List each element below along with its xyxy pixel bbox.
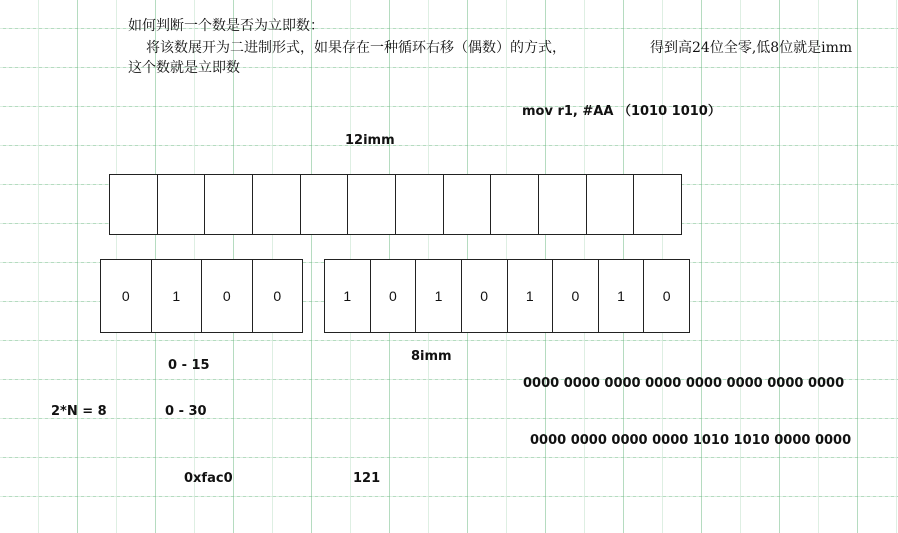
imm8-bit-cell-6: 1 xyxy=(599,260,645,332)
imm8-bit-cell-3: 0 xyxy=(462,260,508,332)
imm8-bit-cell-0: 1 xyxy=(325,260,371,332)
label-8imm: 8imm xyxy=(411,349,452,364)
imm8-field-row xyxy=(324,259,690,333)
imm8-bit-cell-5: 0 xyxy=(553,260,599,332)
imm12-cell-5 xyxy=(348,175,396,234)
imm12-cell-7 xyxy=(444,175,492,234)
imm12-cell-3 xyxy=(253,175,301,234)
imm12-field-row xyxy=(109,174,682,235)
number-value: 121 xyxy=(353,471,381,486)
imm12-cell-1 xyxy=(158,175,206,234)
hex-value: 0xfac0 xyxy=(184,471,233,486)
note-line-1: 如何判断一个数是否为立即数： xyxy=(128,18,324,34)
rotate-bit-cell-2: 0 xyxy=(202,260,253,332)
rotate-bit-cell-3: 0 xyxy=(273,288,282,304)
imm8-bit-cell-2: 1 xyxy=(416,260,462,332)
imm8-bit-cell-7: 0 xyxy=(662,288,671,304)
binary-value-1: 0000 0000 0000 0000 0000 0000 0000 0000 xyxy=(523,376,845,391)
binary-value-2: 0000 0000 0000 0000 1010 1010 0000 0000 xyxy=(530,433,852,448)
note-line-2-suffix: 得到高24位全零,低8位就是imm xyxy=(650,40,853,56)
instruction-text: mov r1, #AA （1010 1010） xyxy=(522,104,721,119)
imm12-cell-2 xyxy=(205,175,253,234)
imm8-bit-cell-4: 1 xyxy=(508,260,554,332)
rotate-bit-cell-0: 0 xyxy=(101,260,152,332)
imm12-cell-10 xyxy=(587,175,635,234)
note-line-3: 这个数就是立即数 xyxy=(128,60,240,76)
rotate-bit-cell-1: 1 xyxy=(152,260,203,332)
rotate-range-1: 0 - 15 xyxy=(168,358,210,373)
imm12-cell-11 xyxy=(634,175,681,234)
imm12-cell-4 xyxy=(301,175,349,234)
imm12-cell-8 xyxy=(491,175,539,234)
formula-text: 2*N = 8 xyxy=(51,404,107,419)
imm12-cell-9 xyxy=(539,175,587,234)
rotate-field-row xyxy=(100,259,303,333)
imm8-bit-cell-1: 0 xyxy=(371,260,417,332)
imm12-cell-0 xyxy=(110,175,158,234)
rotate-range-2: 0 - 30 xyxy=(165,404,207,419)
label-12imm: 12imm xyxy=(345,133,395,148)
imm12-cell-6 xyxy=(396,175,444,234)
note-line-2-prefix: 将该数展开为二进制形式，如果存在一种循环右移（偶数）的方式， xyxy=(146,40,566,56)
